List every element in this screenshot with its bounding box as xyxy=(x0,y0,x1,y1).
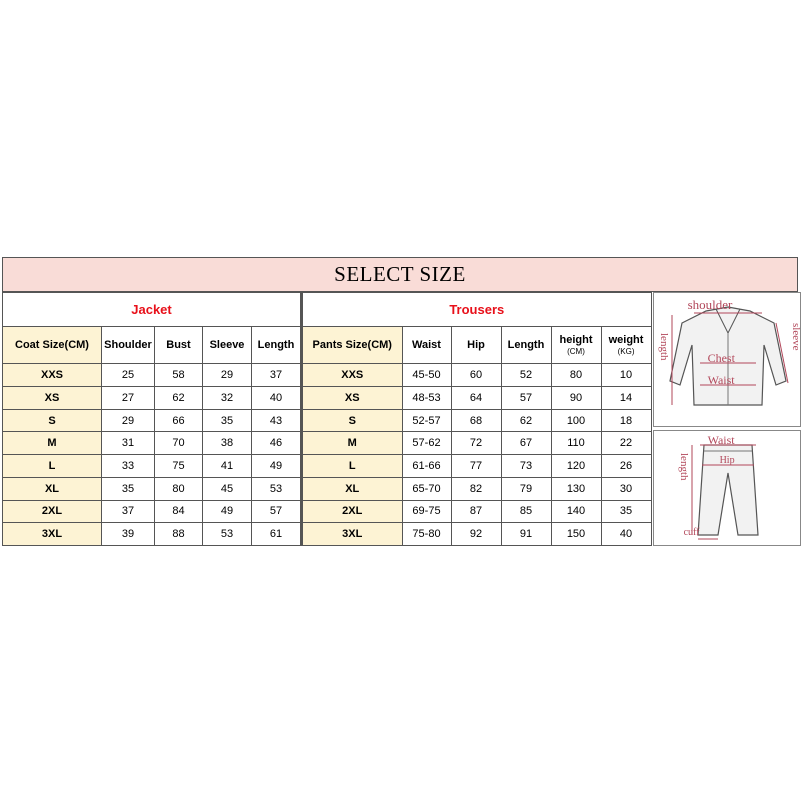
length-cell: 61 xyxy=(252,523,301,546)
length-cell: 40 xyxy=(252,386,301,409)
sleeve-cell: 41 xyxy=(203,455,252,478)
hip-cell: 68 xyxy=(451,409,501,432)
weight-cell: 14 xyxy=(601,386,651,409)
size-chart xyxy=(2,257,802,546)
weight-cell: 40 xyxy=(601,523,651,546)
waist-label: Waist xyxy=(707,373,735,387)
hip-cell: 72 xyxy=(451,432,501,455)
chart-body xyxy=(2,292,802,546)
trousers-col-height-unit: (CM) xyxy=(567,347,585,357)
height-cell: 80 xyxy=(551,364,601,387)
sleeve-label: sleeve xyxy=(789,323,802,351)
table-row xyxy=(302,386,651,409)
waist-cell: 75-80 xyxy=(402,523,451,546)
jacket-table xyxy=(2,292,301,546)
length-cell: 62 xyxy=(501,409,551,432)
trousers-header-row xyxy=(302,327,651,364)
size-cell: M xyxy=(302,432,402,455)
weight-cell: 10 xyxy=(601,364,651,387)
sleeve-cell: 53 xyxy=(203,523,252,546)
table-row xyxy=(3,500,301,523)
size-cell: 2XL xyxy=(3,500,102,523)
bust-cell: 70 xyxy=(155,432,203,455)
trousers-col-weight-unit: (KG) xyxy=(617,347,635,357)
jacket-col-length: Length xyxy=(252,327,301,364)
sleeve-cell: 49 xyxy=(203,500,252,523)
shoulder-cell: 39 xyxy=(102,523,155,546)
size-cell: L xyxy=(302,455,402,478)
sleeve-cell: 29 xyxy=(203,364,252,387)
length-cell: 49 xyxy=(252,455,301,478)
length-cell: 67 xyxy=(501,432,551,455)
size-cell: XL xyxy=(302,477,402,500)
pants-length-label: length xyxy=(677,453,690,481)
trousers-col-weight-label: weight xyxy=(608,334,644,347)
trousers-col-height xyxy=(551,327,601,364)
table-row xyxy=(302,455,651,478)
table-row xyxy=(3,364,301,387)
shoulder-cell: 35 xyxy=(102,477,155,500)
size-cell: 3XL xyxy=(3,523,102,546)
trousers-col-weight xyxy=(601,327,651,364)
size-cell: M xyxy=(3,432,102,455)
bust-cell: 58 xyxy=(155,364,203,387)
pants-diagram xyxy=(653,430,801,546)
size-cell: XS xyxy=(302,386,402,409)
shoulder-cell: 25 xyxy=(102,364,155,387)
length-cell: 57 xyxy=(252,500,301,523)
weight-cell: 26 xyxy=(601,455,651,478)
length-cell: 37 xyxy=(252,364,301,387)
trousers-col-length: Length xyxy=(501,327,551,364)
chest-label: Chest xyxy=(707,351,735,365)
bust-cell: 80 xyxy=(155,477,203,500)
waist-cell: 48-53 xyxy=(402,386,451,409)
trousers-table xyxy=(301,292,652,546)
trousers-col-size: Pants Size(CM) xyxy=(302,327,402,364)
jacket-col-sleeve: Sleeve xyxy=(203,327,252,364)
jacket-col-shoulder: Shoulder xyxy=(102,327,155,364)
weight-cell: 30 xyxy=(601,477,651,500)
table-row xyxy=(3,455,301,478)
size-cell: L xyxy=(3,455,102,478)
bust-cell: 66 xyxy=(155,409,203,432)
hip-cell: 77 xyxy=(451,455,501,478)
size-cell: 3XL xyxy=(302,523,402,546)
shoulder-cell: 29 xyxy=(102,409,155,432)
height-cell: 150 xyxy=(551,523,601,546)
sleeve-cell: 35 xyxy=(203,409,252,432)
waist-cell: 57-62 xyxy=(402,432,451,455)
trousers-col-waist: Waist xyxy=(402,327,451,364)
cuff-label: cuff xyxy=(683,527,700,538)
size-cell: XL xyxy=(3,477,102,500)
sleeve-cell: 38 xyxy=(203,432,252,455)
hip-cell: 82 xyxy=(451,477,501,500)
waist-cell: 69-75 xyxy=(402,500,451,523)
size-cell: XXS xyxy=(302,364,402,387)
size-cell: XS xyxy=(3,386,102,409)
hip-cell: 64 xyxy=(451,386,501,409)
table-row xyxy=(302,432,651,455)
length-cell: 46 xyxy=(252,432,301,455)
bust-cell: 84 xyxy=(155,500,203,523)
jacket-col-size: Coat Size(CM) xyxy=(3,327,102,364)
waist-cell: 52-57 xyxy=(402,409,451,432)
pants-drawing xyxy=(654,431,801,545)
waist-cell: 61-66 xyxy=(402,455,451,478)
shoulder-cell: 31 xyxy=(102,432,155,455)
pants-waist-label: Waist xyxy=(707,433,735,447)
measurement-diagrams xyxy=(652,292,801,546)
table-row xyxy=(302,477,651,500)
bust-cell: 62 xyxy=(155,386,203,409)
height-cell: 120 xyxy=(551,455,601,478)
bust-cell: 75 xyxy=(155,455,203,478)
waist-cell: 45-50 xyxy=(402,364,451,387)
weight-cell: 18 xyxy=(601,409,651,432)
trousers-col-hip: Hip xyxy=(451,327,501,364)
length-cell: 79 xyxy=(501,477,551,500)
length-cell: 57 xyxy=(501,386,551,409)
length-cell: 73 xyxy=(501,455,551,478)
height-cell: 130 xyxy=(551,477,601,500)
trousers-heading: Trousers xyxy=(302,293,651,327)
jacket-header-row xyxy=(3,327,301,364)
jacket-diagram xyxy=(653,292,801,427)
shoulder-label: shoulder xyxy=(687,297,733,312)
sleeve-cell: 45 xyxy=(203,477,252,500)
height-cell: 100 xyxy=(551,409,601,432)
length-cell: 91 xyxy=(501,523,551,546)
jacket-col-bust: Bust xyxy=(155,327,203,364)
table-row xyxy=(3,432,301,455)
weight-cell: 22 xyxy=(601,432,651,455)
trousers-col-height-label: height xyxy=(559,334,593,347)
table-row xyxy=(302,523,651,546)
table-row xyxy=(3,477,301,500)
length-cell: 52 xyxy=(501,364,551,387)
height-cell: 90 xyxy=(551,386,601,409)
shoulder-cell: 27 xyxy=(102,386,155,409)
chart-title: SELECT SIZE xyxy=(2,257,798,292)
size-cell: S xyxy=(302,409,402,432)
height-cell: 110 xyxy=(551,432,601,455)
waist-cell: 65-70 xyxy=(402,477,451,500)
size-cell: 2XL xyxy=(302,500,402,523)
jacket-heading: Jacket xyxy=(3,293,301,327)
table-row xyxy=(302,364,651,387)
bust-cell: 88 xyxy=(155,523,203,546)
length-cell: 53 xyxy=(252,477,301,500)
shoulder-cell: 33 xyxy=(102,455,155,478)
hip-cell: 60 xyxy=(451,364,501,387)
weight-cell: 35 xyxy=(601,500,651,523)
size-cell: XXS xyxy=(3,364,102,387)
length-cell: 43 xyxy=(252,409,301,432)
hip-cell: 92 xyxy=(451,523,501,546)
table-row xyxy=(302,409,651,432)
length-cell: 85 xyxy=(501,500,551,523)
size-cell: S xyxy=(3,409,102,432)
table-row xyxy=(3,523,301,546)
table-row xyxy=(3,409,301,432)
sleeve-cell: 32 xyxy=(203,386,252,409)
length-label: length xyxy=(657,333,670,361)
table-row xyxy=(302,500,651,523)
table-row xyxy=(3,386,301,409)
hip-label: Hip xyxy=(719,455,735,466)
shoulder-cell: 37 xyxy=(102,500,155,523)
hip-cell: 87 xyxy=(451,500,501,523)
height-cell: 140 xyxy=(551,500,601,523)
